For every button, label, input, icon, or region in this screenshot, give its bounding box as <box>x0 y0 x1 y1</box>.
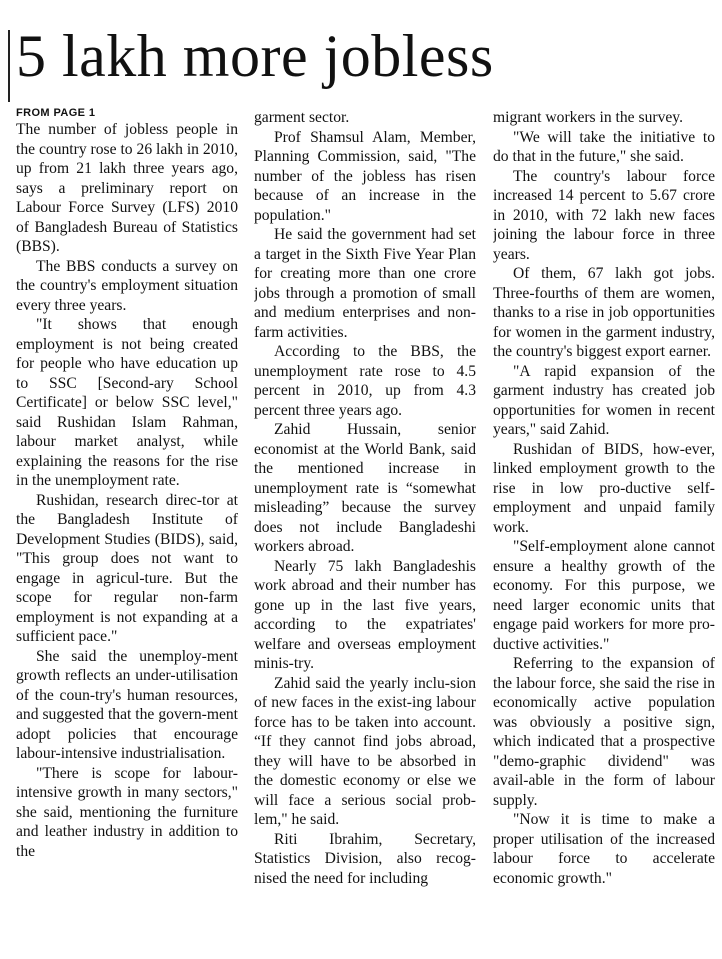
paragraph: She said the unemploy-ment growth reflects an under-utilisation of the coun-try's human resources, and suggested that the govern-ment adopt policies that encourage labour-intensive industrialisation. <box>16 647 238 762</box>
paragraph: Of them, 67 lakh got jobs. Three-fourths of them are women, thanks to a rise in job opportunities for women in the garment industry, the country's biggest export earner. <box>493 265 715 360</box>
paragraph: garment sector. <box>254 109 350 126</box>
paragraph: Prof Shamsul Alam, Member, Planning Commission, said, "The number of the jobless has risen because of an increase in the population." <box>254 128 476 224</box>
paragraph: Nearly 75 lakh Bangladeshis work abroad and their number has gone up in the last five years, according to the expatriates' welfare and overseas employment minis-try. <box>254 557 476 672</box>
paragraph: "It shows that enough employment is not being created for people who have education up to SSC [Second-ary School Certificate] or below SSC level," said Rushidan Islam Rahman, labour market analyst, while explaining the reasons for the rise in the unemployment rate. <box>16 316 238 489</box>
paragraph: "Now it is time to make a proper utilisation of the increased labour force to accelerate economic growth." <box>493 811 715 887</box>
paragraph: Rushidan of BIDS, how-ever, linked employment growth to the rise in low pro-ductive self-employment and unpaid family work. <box>493 440 715 536</box>
paragraph: Zahid Hussain, senior economist at the World Bank, said the mentioned increase in unemployment rate is “somewhat misleading” because the survey does not include Bangladeshi workers abroad. <box>254 421 476 555</box>
paragraph: "There is scope for labour-intensive growth in many sectors," she said, mentioning the furniture and leather industry in addition to the <box>16 764 238 860</box>
kicker-from-page: FROM PAGE 1 <box>16 108 96 119</box>
paragraph: The number of jobless people in the country rose to 26 lakh in 2010, up from 21 lakh three years ago, says a preliminary report on Labour Force Survey (LFS) 2010 of Bangladesh Bureau of Statistics (BBS). <box>16 121 238 255</box>
article-column-2 <box>254 108 476 959</box>
paragraph: Rushidan, research direc-tor at the Bangladesh Institute of Development Studies (BIDS), said, "This group does not want to engage in agricul-ture. But the scope for regular non-farm employment is not expanding at a sufficient pace." <box>16 491 238 645</box>
paragraph: Riti Ibrahim, Secretary, Statistics Division, also recog-nised the need for including <box>254 830 476 887</box>
paragraph: According to the BBS, the unemployment rate rose to 4.5 percent in 2010, up from 4.3 percent three years ago. <box>254 343 476 419</box>
article-column-1 <box>16 108 238 959</box>
paragraph: "A rapid expansion of the garment industry has created job opportunities for women in recent years," said Zahid. <box>493 362 715 438</box>
paragraph: migrant workers in the survey. <box>493 109 683 126</box>
paragraph: He said the government had set a target in the Sixth Five Year Plan for creating more than one crore jobs through a promotion of small and medium enterprises and non-farm activities. <box>254 226 476 341</box>
paragraph: The BBS conducts a survey on the country's employment situation every three years. <box>16 257 238 314</box>
paragraph: Zahid said the yearly inclu-sion of new faces in the exist-ing labour force has to be taken into account. “If they cannot find jobs abroad, they will have to be absorbed in the domestic economy or else we will face a serious social prob-lem," he said. <box>254 674 476 828</box>
headline-rule <box>8 30 10 102</box>
paragraph: "Self-employment alone cannot ensure a healthy growth of the economy. For this purpose, we need larger economic units that engage paid workers for more pro-ductive activities." <box>493 538 715 653</box>
paragraph: "We will take the initiative to do that in the future," she said. <box>493 128 715 165</box>
paragraph: Referring to the expansion of the labour force, she said the rise in economically active population was obviously a positive sign, which indicated that a prospective "demo-graphic dividend" was avail-able in the form of labour supply. <box>493 655 715 809</box>
paragraph: The country's labour force increased 14 percent to 5.67 crore in 2010, with 72 lakh new faces joining the labour force in three years. <box>493 167 715 263</box>
article-column-3 <box>493 108 715 959</box>
headline: 5 lakh more jobless <box>16 23 494 89</box>
